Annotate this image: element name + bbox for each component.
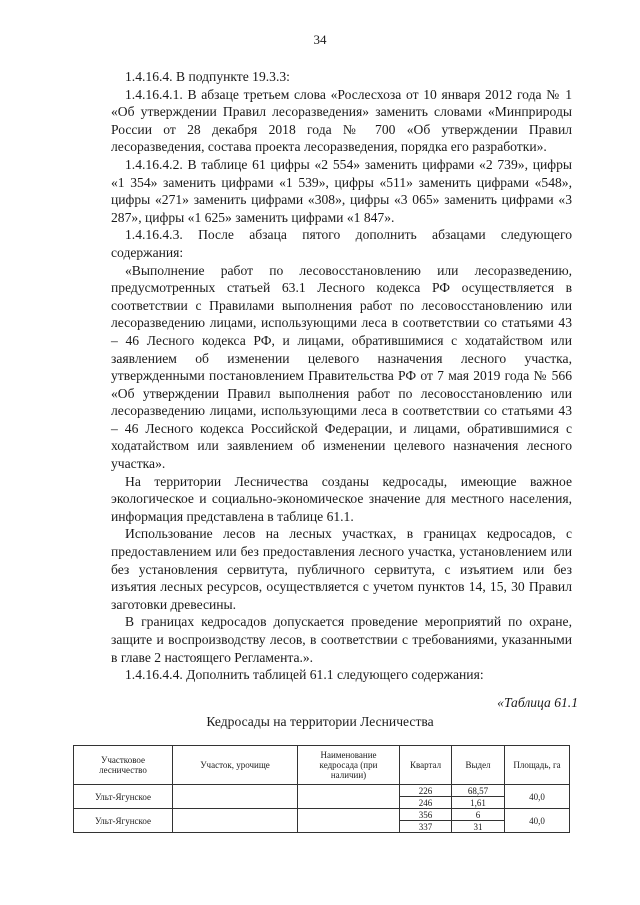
table-title: Кедросады на территории Лесничества [206,714,434,729]
paragraph-8: В границах кедросадов допускается проведение мероприятий по охране, защите и воспроизводству лесов, в соответствии с требованиями, указанными в главе 2 настоящего Регламента.». [111,614,572,665]
header-quarter: Квартал [400,746,452,785]
cell-district: Ульт-Ягунское [74,785,173,809]
cell-quarter: 226 [400,785,452,797]
cell-plot: 6 [452,809,505,821]
paragraph-6: На территории Лесничества созданы кедросады, имеющие важное экологическое и социально-экономическое значение для местного населения, информация представлена в таблице 61.1. [111,473,572,524]
header-district: Участковое лесничество [74,746,173,785]
cell-tract [173,785,298,809]
cell-name [298,809,400,833]
table-header-row [74,746,570,785]
cell-quarter: 356 [400,809,452,821]
paragraph-7: Использование лесов на лесных участках, в границах кедросадов, с предоставлением или без предоставления лесного участка, установлением или без установления сервитута, публичного сервитута, с изъятием или без изъятия лесных ресурсов, осуществляется с учетом пунктов 14, 15, 30 Правил заготовки древесины. [111,526,572,612]
cell-name [298,785,400,809]
paragraph-4: 1.4.16.4.3. После абзаца пятого дополнить абзацами следующего содержания: [111,227,572,260]
paragraph-1: 1.4.16.4. В подпункте 19.3.3: [125,69,290,84]
cell-plot: 31 [452,821,505,833]
page-number: 34 [313,32,327,47]
cell-quarter: 337 [400,821,452,833]
paragraph-9: 1.4.16.4.4. Дополнить таблицей 61.1 следующего содержания: [125,667,484,683]
paragraph-5: «Выполнение работ по лесовосстановлению или лесоразведению, предусмотренных статьей 63.1 Лесного кодекса РФ осуществляется в соответствии с Правилами выполнения работ по лесовосстановлению или лесоразведению лицами, использующими леса в соответствии со статьями 43 – 46 Лесного кодекса РФ, и лицами, обратившимися с ходатайством или заявлением об изменении целевого назначения лесного участка, утвержденными постановлением Правительства РФ от 7 мая 2019 года № 566 «Об утверждении Правил выполнения работ по лесовосстановлению или лесоразведению лицами, использующими леса в соответствии со статьями 43 – 46 Лесного кодекса Российской Федерации, и лицами, обратившимися с ходатайством или заявлением об изменении целевого назначения лесного участка». [111,262,572,472]
cell-plot: 1,61 [452,797,505,809]
table-label: «Таблица 61.1 [497,695,578,710]
cell-quarter: 246 [400,797,452,809]
paragraph-3: 1.4.16.4.2. В таблице 61 цифры «2 554» заменить цифрами «2 739», цифры «1 354» заменить цифрами «1 539», цифры «511» заменить цифрами «548», цифры «271» заменить цифрами «308», цифры «3 065» заменить цифрами «3 287», цифры «1 625» заменить цифрами «1 847». [111,156,572,225]
cell-area: 40,0 [505,809,570,833]
table-row [74,809,570,821]
paragraph-2: 1.4.16.4.1. В абзаце третьем слова «Рослесхоза от 10 января 2012 года № 1 «Об утверждении Правил лесоразведения» заменить словами «Минприроды России от 28 декабря 2018 года № 700 «Об утверждении Правил лесоразведения, состава проекта лесоразведения, порядка его разработки». [111,86,572,155]
cell-district: Ульт-Ягунское [74,809,173,833]
cell-plot: 68,57 [452,785,505,797]
cell-area: 40,0 [505,785,570,809]
header-name: Наименование кедросада (при наличии) [298,746,400,785]
table-row [74,785,570,797]
header-plot: Выдел [452,746,505,785]
cell-tract [173,809,298,833]
header-area: Площадь, га [505,746,570,785]
document-body [111,68,572,684]
header-tract: Участок, урочище [173,746,298,785]
cedar-gardens-table [73,745,570,833]
